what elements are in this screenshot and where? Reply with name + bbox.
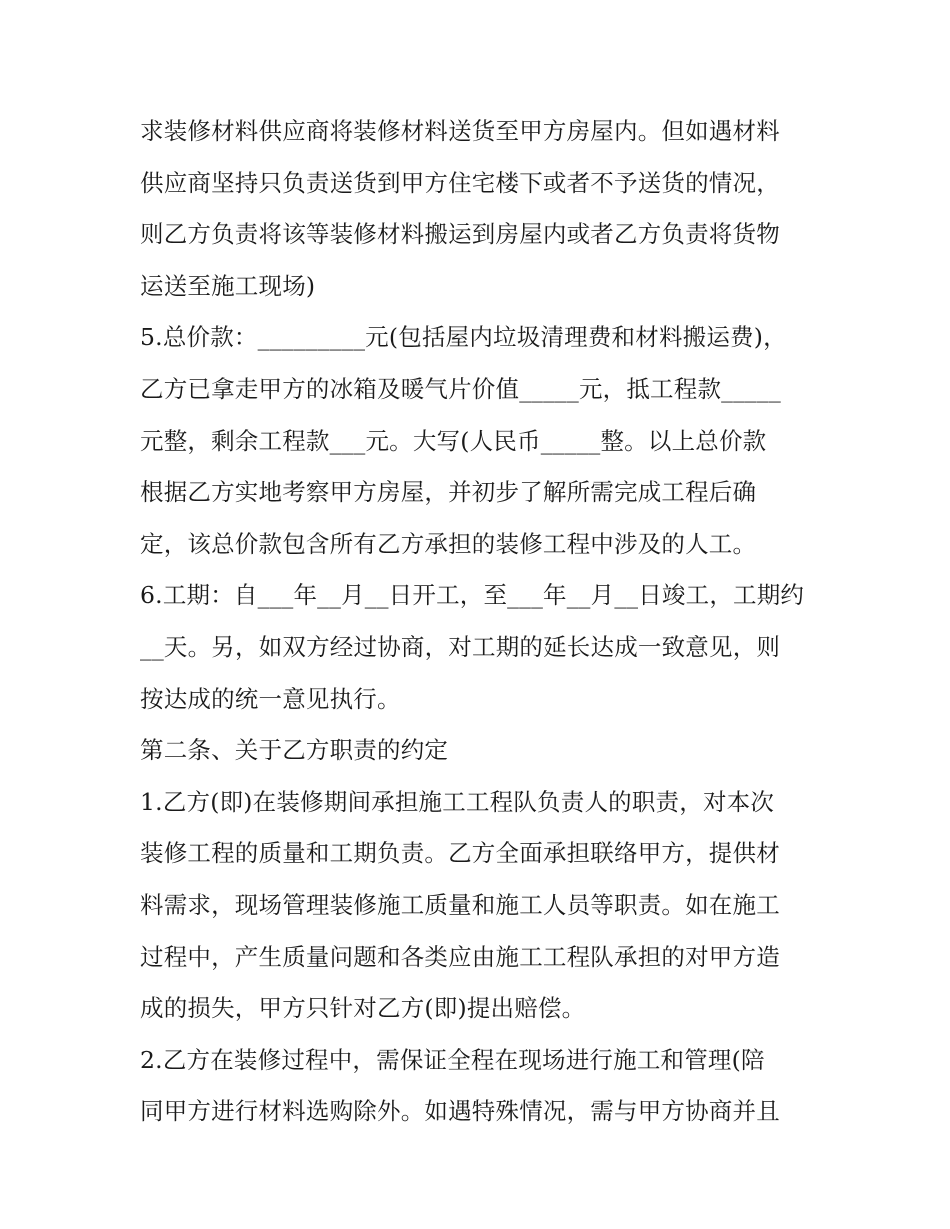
clause-party-b-duty-1: 1.乙方(即)在装修期间承担施工工程队负责人的职责，对本次 (140, 787, 775, 816)
document-body (140, 106, 820, 1138)
text-line: __天。另，如双方经过协商，对工期的延长达成一致意见，则 (140, 632, 781, 661)
text-line: 按达成的统一意见执行。 (140, 684, 401, 713)
clause-schedule: 6.工期：自___年__月__日开工，至___年__月__日竣工，工期约 (140, 581, 805, 610)
text-line: 供应商坚持只负责送货到甲方住宅楼下或者不予送货的情况， (140, 168, 780, 197)
clause-party-b-duty-2: 2.乙方在装修过程中，需保证全程在现场进行施工和管理(陪 (140, 1045, 765, 1074)
text-line: 装修工程的质量和工期负责。乙方全面承担联络甲方，提供材 (140, 839, 780, 868)
section-heading: 第二条、关于乙方职责的约定 (140, 736, 449, 765)
text-line: 则乙方负责将该等装修材料搬运到房屋内或者乙方负责将货物 (140, 220, 780, 249)
text-line: 运送至施工现场) (140, 271, 316, 300)
text-line: 定，该总价款包含所有乙方承担的装修工程中涉及的人工。 (140, 529, 757, 558)
text-line: 元整，剩余工程款___元。大写(人民币_____整。以上总价款 (140, 426, 767, 455)
text-line: 根据乙方实地考察甲方房屋，并初步了解所需完成工程后确 (140, 478, 757, 507)
text-line: 乙方已拿走甲方的冰箱及暖气片价值_____元，抵工程款_____ (140, 374, 781, 403)
text-line: 同甲方进行材料选购除外。如遇特殊情况，需与甲方协商并且 (140, 1097, 780, 1126)
text-line: 求装修材料供应商将装修材料送货至甲方房屋内。但如遇材料 (140, 117, 780, 145)
clause-total-price: 5.总价款：_________元(包括屋内垃圾清理费和材料搬运费)， (140, 323, 787, 352)
text-line: 成的损失，甲方只针对乙方(即)提出赔偿。 (140, 994, 586, 1023)
text-line: 过程中，产生质量问题和各类应由施工工程队承担的对甲方造 (140, 942, 780, 971)
text-line: 料需求，现场管理装修施工质量和施工人员等职责。如在施工 (140, 890, 780, 919)
